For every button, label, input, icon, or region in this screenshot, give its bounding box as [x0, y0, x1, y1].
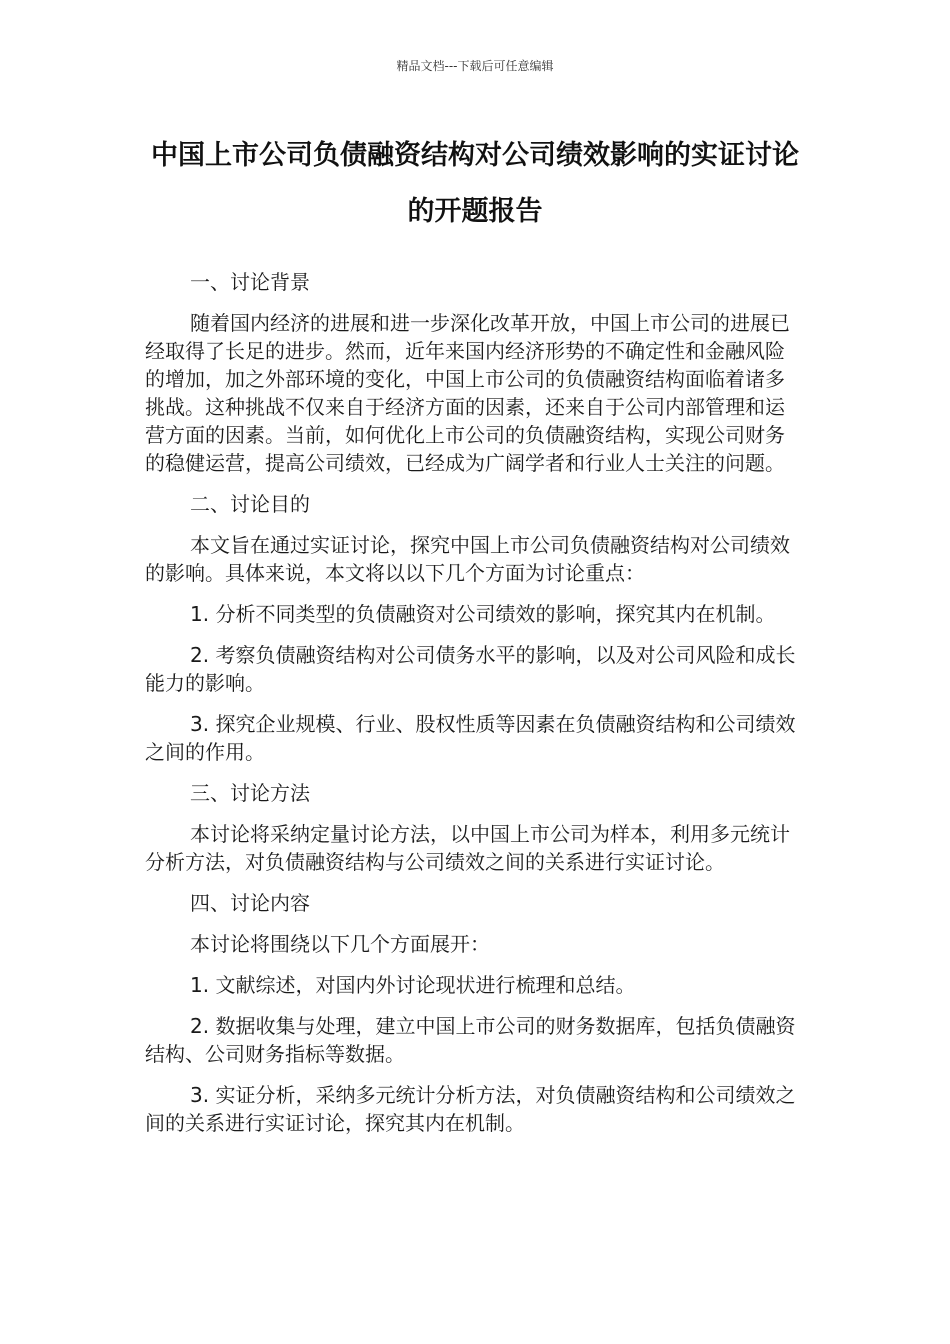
paragraph-method: 本讨论将采纳定量讨论方法，以中国上市公司为样本，利用多元统计分析方法，对负债融资结构与公司绩效之间的关系进行实证讨论。	[145, 822, 790, 874]
paragraph-purpose: 本文旨在通过实证讨论，探究中国上市公司负债融资结构对公司绩效的影响。具体来说，本文将以以下几个方面为讨论重点：	[145, 533, 790, 585]
content-item-2: 2. 数据收集与处理，建立中国上市公司的财务数据库，包括负债融资结构、公司财务指标等数据。	[145, 1014, 796, 1066]
purpose-item-1: 1. 分析不同类型的负债融资对公司绩效的影响，探究其内在机制。	[190, 602, 776, 626]
section-heading-content: 四、讨论内容	[190, 891, 310, 915]
paragraph-background: 随着国内经济的进展和进一步深化改革开放，中国上市公司的进展已经取得了长足的进步。然而，近年来国内经济形势的不确定性和金融风险的增加，加之外部环境的变化，中国上市公司的负债融资结构面临着诸多挑战。这种挑战不仅来自于经济方面的因素，还来自于公司内部管理和运营方面的因素。当前，如何优化上市公司的负债融资结构，实现公司财务的稳健运营，提高公司绩效，已经成为广阔学者和行业人士关注的问题。	[145, 311, 790, 475]
section-heading-purpose: 二、讨论目的	[190, 492, 310, 516]
header-note: 精品文档---下载后可任意编辑	[396, 59, 554, 73]
content-item-1: 1. 文献综述，对国内外讨论现状进行梳理和总结。	[190, 973, 636, 997]
document-title: 中国上市公司负债融资结构对公司绩效影响的实证讨论的开题报告	[151, 140, 799, 227]
purpose-item-2: 2. 考察负债融资结构对公司债务水平的影响，以及对公司风险和成长能力的影响。	[145, 643, 796, 695]
section-heading-background: 一、讨论背景	[190, 270, 310, 294]
content-item-3: 3. 实证分析，采纳多元统计分析方法，对负债融资结构和公司绩效之间的关系进行实证讨论，探究其内在机制。	[145, 1083, 796, 1135]
purpose-item-3: 3. 探究企业规模、行业、股权性质等因素在负债融资结构和公司绩效之间的作用。	[145, 712, 796, 764]
document-body	[145, 268, 800, 1150]
paragraph-content-intro: 本讨论将围绕以下几个方面展开：	[190, 932, 490, 956]
section-heading-method: 三、讨论方法	[190, 781, 310, 805]
